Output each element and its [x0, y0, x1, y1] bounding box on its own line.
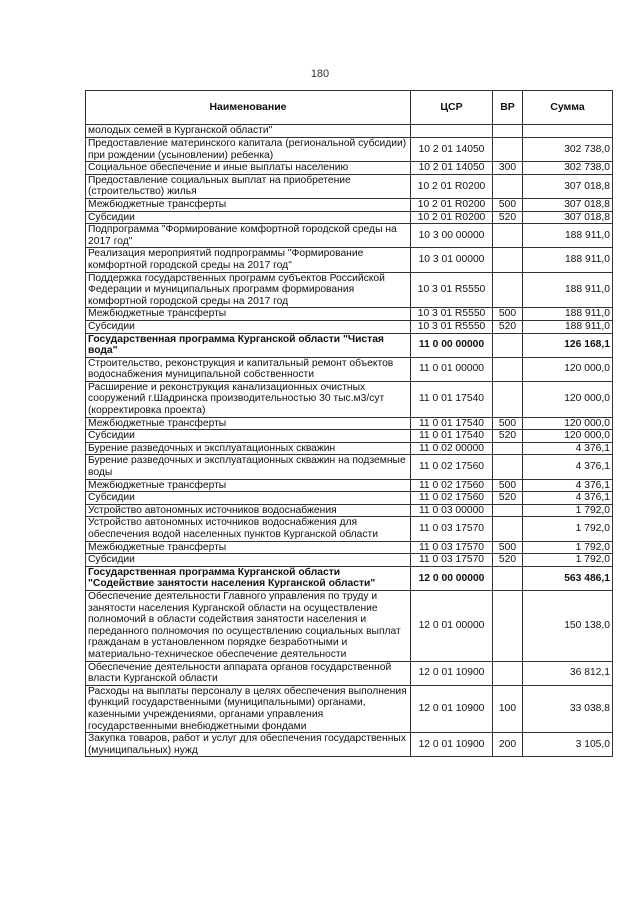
cell-vr [493, 661, 523, 685]
cell-sum: 307 018,8 [523, 211, 613, 224]
cell-sum: 120 000,0 [523, 417, 613, 430]
cell-csr: 12 0 01 00000 [411, 590, 493, 661]
cell-name: Субсидии [86, 430, 411, 443]
table-row [86, 308, 613, 321]
cell-sum: 1 792,0 [523, 504, 613, 517]
cell-csr: 11 0 03 17570 [411, 517, 493, 541]
cell-csr: 10 2 01 14050 [411, 162, 493, 175]
cell-csr: 11 0 00 00000 [411, 333, 493, 357]
cell-vr: 500 [493, 198, 523, 211]
cell-csr: 10 3 01 00000 [411, 248, 493, 272]
cell-csr: 11 0 02 17560 [411, 479, 493, 492]
cell-vr [493, 248, 523, 272]
cell-name: Субсидии [86, 320, 411, 333]
cell-csr: 10 3 01 R5550 [411, 308, 493, 321]
cell-vr: 520 [493, 430, 523, 443]
cell-vr [493, 381, 523, 417]
cell-name: Закупка товаров, работ и услуг для обеспечения государственных (муниципальных) нужд [86, 733, 411, 757]
table-row [86, 590, 613, 661]
cell-name: Межбюджетные трансферты [86, 541, 411, 554]
table-row [86, 198, 613, 211]
cell-name: Межбюджетные трансферты [86, 308, 411, 321]
cell-name: Предоставление материнского капитала (региональной субсидии) при рождении (усыновлении) ребенка) [86, 138, 411, 162]
cell-name: Субсидии [86, 492, 411, 505]
cell-name: Бурение разведочных и эксплуатационных скважин на подземные воды [86, 455, 411, 479]
cell-vr [493, 517, 523, 541]
cell-sum: 126 168,1 [523, 333, 613, 357]
cell-name: Межбюджетные трансферты [86, 479, 411, 492]
cell-sum: 302 738,0 [523, 138, 613, 162]
cell-csr: 11 0 03 17570 [411, 541, 493, 554]
cell-name: Устройство автономных источников водоснабжения для обеспечения водой населенных пунктов Курганской области [86, 517, 411, 541]
cell-csr [411, 125, 493, 138]
cell-name: Обеспечение деятельности аппарата органов государственной власти Курганской области [86, 661, 411, 685]
cell-csr: 12 0 00 00000 [411, 566, 493, 590]
table-row [86, 517, 613, 541]
cell-sum: 150 138,0 [523, 590, 613, 661]
cell-vr: 520 [493, 320, 523, 333]
cell-name: Обеспечение деятельности Главного управления по труду и занятости населения Курганской области на осуществление полномочий в области содействия занятости населения и переданного полномочия по осуществлению социальных выплат гражданам в установленном порядке безработными и материально-техническое обеспечение деятельности [86, 590, 411, 661]
cell-name: Социальное обеспечение и иные выплаты населению [86, 162, 411, 175]
cell-vr [493, 566, 523, 590]
cell-csr: 11 0 02 17560 [411, 492, 493, 505]
cell-sum: 4 376,1 [523, 479, 613, 492]
column-header-vr: ВР [493, 91, 523, 125]
cell-sum: 36 812,1 [523, 661, 613, 685]
cell-sum [523, 125, 613, 138]
cell-csr: 11 0 01 17540 [411, 381, 493, 417]
cell-sum: 3 105,0 [523, 733, 613, 757]
cell-csr: 11 0 03 00000 [411, 504, 493, 517]
cell-sum: 188 911,0 [523, 248, 613, 272]
table-row [86, 333, 613, 357]
cell-name: Субсидии [86, 211, 411, 224]
cell-name: Государственная программа Курганской области "Чистая вода" [86, 333, 411, 357]
table-row [86, 357, 613, 381]
table-row [86, 479, 613, 492]
table-row [86, 455, 613, 479]
cell-sum: 1 792,0 [523, 554, 613, 567]
cell-name: Бурение разведочных и эксплуатационных скважин [86, 442, 411, 455]
cell-name: Устройство автономных источников водоснабжения [86, 504, 411, 517]
table-row [86, 162, 613, 175]
table-row [86, 685, 613, 732]
cell-name: Расширение и реконструкция канализационных очистных сооружений г.Шадринска производительностью 30 тыс.м3/сут (корректировка проекта) [86, 381, 411, 417]
cell-name: Реализация мероприятий подпрограммы "Формирование комфортной городской среды на 2017 год" [86, 248, 411, 272]
cell-csr: 11 0 01 17540 [411, 417, 493, 430]
cell-csr: 11 0 03 17570 [411, 554, 493, 567]
cell-name: Строительство, реконструкция и капитальный ремонт объектов водоснабжения муниципальной собственности [86, 357, 411, 381]
table-row [86, 492, 613, 505]
cell-vr [493, 174, 523, 198]
table-row [86, 272, 613, 308]
cell-vr [493, 455, 523, 479]
table-row [86, 224, 613, 248]
cell-csr: 10 2 01 R0200 [411, 198, 493, 211]
cell-csr: 10 3 01 R5550 [411, 272, 493, 308]
cell-name: Государственная программа Курганской области "Содействие занятости населения Курганской области" [86, 566, 411, 590]
cell-vr [493, 357, 523, 381]
table-row [86, 661, 613, 685]
cell-sum: 1 792,0 [523, 517, 613, 541]
cell-csr: 12 0 01 10900 [411, 685, 493, 732]
cell-csr: 10 2 01 R0200 [411, 211, 493, 224]
cell-name: Расходы на выплаты персоналу в целях обеспечения выполнения функций государственными (муниципальными) органами, казенными учреждениями, органами управления государственными внебюджетными фондами [86, 685, 411, 732]
table-row [86, 417, 613, 430]
column-header-sum: Сумма [523, 91, 613, 125]
cell-vr [493, 590, 523, 661]
cell-csr: 11 0 02 17560 [411, 455, 493, 479]
cell-csr: 12 0 01 10900 [411, 661, 493, 685]
cell-vr: 520 [493, 554, 523, 567]
table-row [86, 541, 613, 554]
table-row [86, 504, 613, 517]
table-row [86, 138, 613, 162]
cell-sum: 302 738,0 [523, 162, 613, 175]
table-row [86, 248, 613, 272]
cell-name: Поддержка государственных программ субъектов Российской Федерации и муниципальных программ формирования комфортной городской среды на 2017 год [86, 272, 411, 308]
cell-csr: 10 2 01 R0200 [411, 174, 493, 198]
cell-sum: 188 911,0 [523, 320, 613, 333]
cell-name: Подпрограмма "Формирование комфортной городской среды на 2017 год" [86, 224, 411, 248]
cell-vr: 520 [493, 492, 523, 505]
cell-csr: 11 0 01 00000 [411, 357, 493, 381]
cell-vr: 100 [493, 685, 523, 732]
cell-name: Субсидии [86, 554, 411, 567]
cell-vr: 520 [493, 211, 523, 224]
cell-vr [493, 224, 523, 248]
cell-sum: 4 376,1 [523, 492, 613, 505]
cell-sum: 1 792,0 [523, 541, 613, 554]
cell-vr [493, 442, 523, 455]
cell-sum: 188 911,0 [523, 224, 613, 248]
cell-vr [493, 504, 523, 517]
cell-sum: 4 376,1 [523, 442, 613, 455]
table-row [86, 320, 613, 333]
cell-sum: 33 038,8 [523, 685, 613, 732]
budget-table [85, 90, 613, 757]
cell-vr: 500 [493, 541, 523, 554]
table-row [86, 430, 613, 443]
cell-vr [493, 333, 523, 357]
table-row [86, 554, 613, 567]
cell-csr: 10 3 01 R5550 [411, 320, 493, 333]
cell-csr: 10 3 00 00000 [411, 224, 493, 248]
cell-vr: 200 [493, 733, 523, 757]
cell-sum: 307 018,8 [523, 174, 613, 198]
cell-vr: 500 [493, 417, 523, 430]
cell-sum: 120 000,0 [523, 357, 613, 381]
cell-sum: 188 911,0 [523, 272, 613, 308]
cell-name: Предоставление социальных выплат на приобретение (строительство) жилья [86, 174, 411, 198]
cell-name: молодых семей в Курганской области" [86, 125, 411, 138]
table-row [86, 733, 613, 757]
column-header-name: Наименование [86, 91, 411, 125]
column-header-csr: ЦСР [411, 91, 493, 125]
cell-sum: 188 911,0 [523, 308, 613, 321]
cell-name: Межбюджетные трансферты [86, 417, 411, 430]
cell-vr [493, 125, 523, 138]
cell-csr: 11 0 02 00000 [411, 442, 493, 455]
table-header-row [86, 91, 613, 125]
cell-sum: 563 486,1 [523, 566, 613, 590]
cell-csr: 12 0 01 10900 [411, 733, 493, 757]
cell-vr [493, 272, 523, 308]
cell-csr: 11 0 01 17540 [411, 430, 493, 443]
cell-vr [493, 138, 523, 162]
cell-vr: 300 [493, 162, 523, 175]
cell-name: Межбюджетные трансферты [86, 198, 411, 211]
cell-sum: 120 000,0 [523, 430, 613, 443]
cell-sum: 307 018,8 [523, 198, 613, 211]
table-row [86, 566, 613, 590]
table-row [86, 442, 613, 455]
cell-vr: 500 [493, 308, 523, 321]
cell-sum: 4 376,1 [523, 455, 613, 479]
table-row [86, 381, 613, 417]
table-row [86, 174, 613, 198]
page-number: 180 [310, 68, 330, 80]
table-row [86, 125, 613, 138]
cell-csr: 10 2 01 14050 [411, 138, 493, 162]
table-row [86, 211, 613, 224]
table-body [86, 125, 613, 757]
cell-sum: 120 000,0 [523, 381, 613, 417]
cell-vr: 500 [493, 479, 523, 492]
